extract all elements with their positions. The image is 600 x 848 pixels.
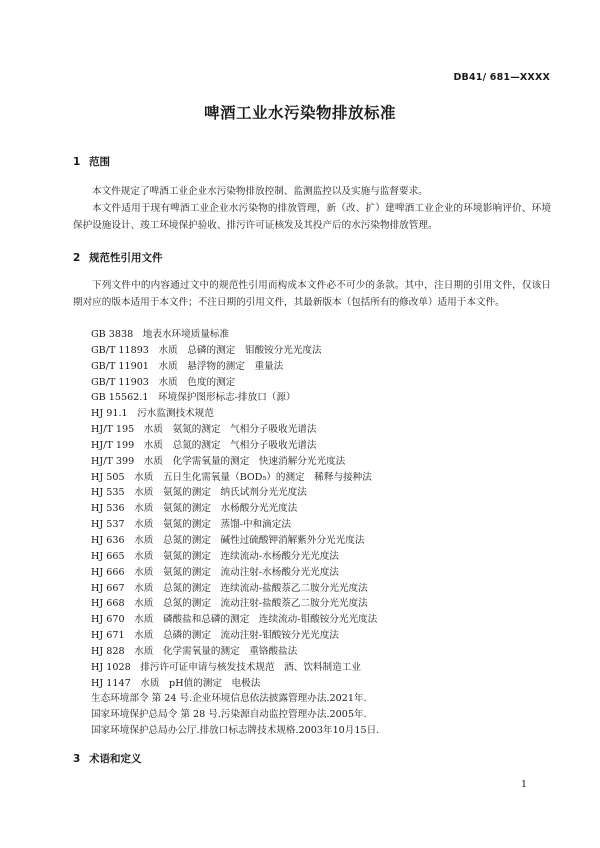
reference-item: 生态环境部令 第 24 号.企业环境信息依法披露管理办法.2021年. (91, 693, 367, 705)
reference-list (91, 327, 379, 739)
reference-item: HJ 670 水质 磷酸盐和总磷的测定 连续流动-钼酸铵分光光度法 (91, 614, 378, 626)
reference-item: GB/T 11893 水质 总磷的测定 钼酸铵分光光度法 (91, 344, 322, 356)
section-title: 术语和定义 (89, 753, 142, 765)
reference-item: HJ 535 水质 氨氮的测定 纳氏试剂分光光度法 (91, 487, 307, 499)
reference-item: HJ 91.1 污水监测技术规范 (91, 408, 214, 420)
reference-item: HJ 666 水质 氨氮的测定 流动注射-水杨酸分光光度法 (91, 566, 339, 578)
reference-item: HJ 828 水质 化学需氧量的测定 重铬酸盐法 (91, 645, 298, 657)
reference-item: HJ/T 399 水质 化学需氧量的测定 快速消解分光光度法 (91, 455, 346, 467)
document-title: 啤酒工业水污染物排放标准 (203, 104, 396, 122)
section-number: 2 (73, 252, 81, 264)
reference-item: GB/T 11903 水质 色度的测定 (91, 376, 236, 388)
standard-code: DB41/ 681—XXXX (453, 72, 550, 83)
scope-paragraph-1: 本文件规定了啤酒工业企业水污染物排放控制、监测监控以及实施与监督要求。 (92, 186, 428, 197)
reference-item: HJ/T 199 水质 总氮的测定 气相分子吸收光谱法 (91, 439, 317, 451)
reference-item: HJ 636 水质 总氮的测定 碱性过硫酸钾消解紫外分光光度法 (91, 534, 365, 546)
section-number: 1 (73, 156, 81, 168)
reference-item: 国家环境保护总局令 第 28 号.污染源自动监控管理办法.2005年. (91, 709, 367, 721)
section-title: 范围 (89, 156, 110, 168)
section-heading-normative-references (73, 250, 163, 265)
reference-item: HJ 537 水质 氨氮的测定 蒸馏-中和滴定法 (91, 519, 291, 531)
section-number: 3 (73, 753, 81, 765)
reference-item: HJ/T 195 水质 氨氮的测定 气相分子吸收光谱法 (91, 424, 317, 436)
reference-item: HJ 1147 水质 pH值的测定 电极法 (91, 677, 261, 689)
reference-item: HJ 671 水质 总磷的测定 流动注射-钼酸铵分光光度法 (91, 630, 339, 642)
reference-item: HJ 536 水质 氨氮的测定 水杨酸分光光度法 (91, 503, 298, 515)
reference-item: GB/T 11901 水质 悬浮物的测定 重量法 (91, 360, 284, 372)
reference-item: HJ 668 水质 总氮的测定 流动注射-盐酸萘乙二胺分光光度法 (91, 598, 368, 610)
scope-paragraph-2: 本文件适用于现有啤酒工业企业水污染物的排放管理，新（改、扩）建啤酒工业企业的环境影响评价、环境保护设施设计、竣工环境保护验收、排污许可证核发及其投产后的水污染物排放管理。 (73, 203, 551, 231)
references-intro-paragraph: 下列文件中的内容通过文中的规范性引用而构成本文件必不可少的条款。其中，注日期的引用文件，仅该日期对应的版本适用于本文件；不注日期的引用文件，其最新版本（包括所有的修改单）适用于本文件。 (73, 280, 551, 308)
reference-item: HJ 665 水质 氨氮的测定 连续流动-水杨酸分光光度法 (91, 550, 339, 562)
section-heading-scope (73, 154, 110, 169)
reference-item: HJ 1028 排污许可证申请与核发技术规范 酒、饮料制造工业 (91, 661, 361, 673)
page-number: 1 (520, 779, 527, 790)
section-heading-terms-definitions (73, 751, 142, 766)
reference-item: HJ 667 水质 总氮的测定 连续流动-盐酸萘乙二胺分光光度法 (91, 582, 368, 594)
reference-item: GB 15562.1 环境保护图形标志-排放口（源） (91, 392, 296, 404)
section-title: 规范性引用文件 (89, 252, 163, 264)
reference-item: 国家环境保护总局办公厅.排放口标志牌技术规格.2003年10月15日. (91, 725, 380, 737)
reference-item: GB 3838 地表水环境质量标准 (91, 329, 230, 340)
reference-item: HJ 505 水质 五日生化需氧量（BOD₅）的测定 稀释与接种法 (91, 471, 372, 483)
